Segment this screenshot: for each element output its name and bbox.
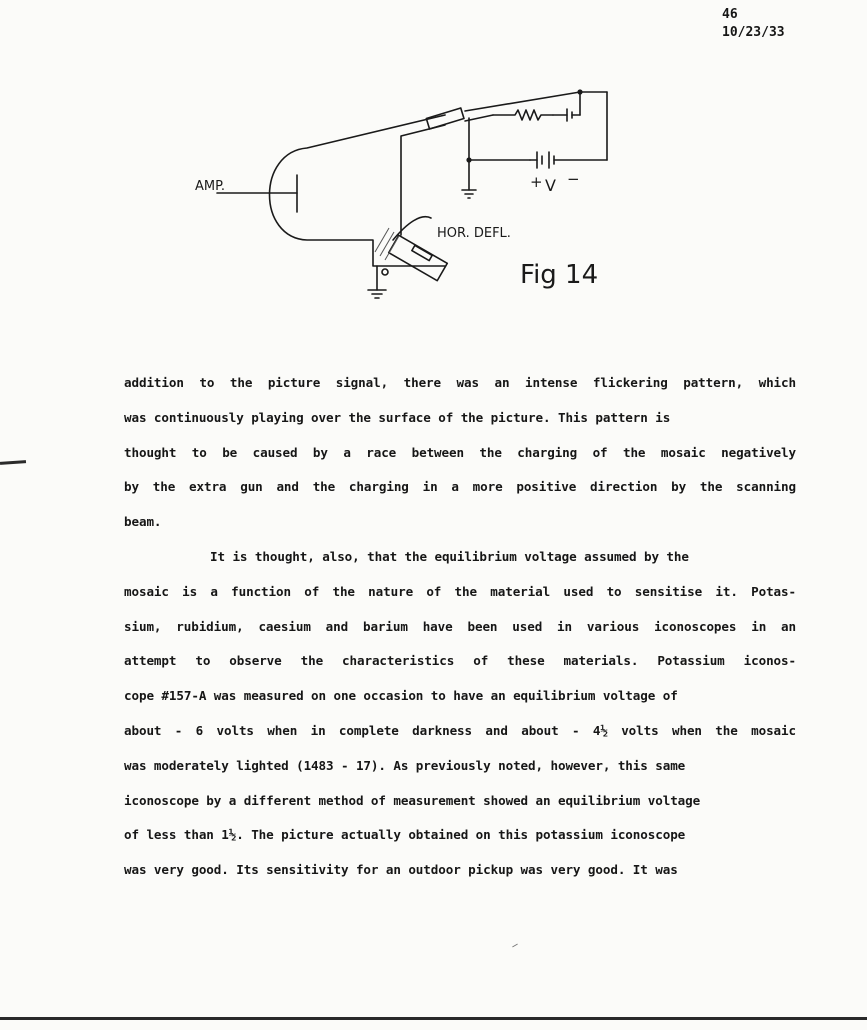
scan-bottom-rule	[0, 1017, 867, 1020]
text-line: iconoscope by a different method of measurement showed an equilibrium voltage	[124, 792, 701, 808]
text-line: about - 6 volts when in complete darkness and about - 4½ volts when the mosaic	[124, 722, 796, 738]
gun-lead-upper	[465, 92, 580, 111]
text-line: of less than 1½. The picture actually obtained on this potassium iconoscope	[124, 827, 686, 843]
text-line: cope #157-A was measured on one occasion to have an equilibrium voltage of	[124, 688, 678, 704]
scan-speck	[512, 944, 518, 948]
text-line: thought to be caused by a race between the charging of the mosaic negatively	[124, 444, 796, 460]
text-line: attempt to observe the characteristics of these materials. Potassium iconos-	[124, 653, 796, 669]
tube-neck-inner	[401, 125, 445, 235]
amp-label: AMP.	[195, 179, 226, 194]
plus-sign: +	[530, 173, 543, 191]
voltage-label: V	[545, 176, 556, 195]
resistor	[493, 110, 553, 120]
text-line: It is thought, also, that the equilibrium voltage assumed by the	[210, 548, 689, 564]
text-line: was moderately lighted (1483 - 17). As previously noted, however, this same	[124, 757, 686, 773]
minus-sign: −	[567, 170, 580, 188]
text-line: was continuously playing over the surface of the picture. This pattern is	[124, 409, 671, 425]
text-line: mosaic is a function of the nature of the material used to sensitise it. Potas-	[124, 583, 796, 599]
text-line: beam.	[124, 514, 162, 530]
figure-14	[175, 80, 625, 310]
tube-envelope	[270, 115, 446, 266]
text-line: was very good. Its sensitivity for an outdoor pickup was very good. It was	[124, 862, 678, 878]
iconoscope-circuit-diagram	[175, 80, 625, 310]
text-line: by the extra gun and the charging in a more positive direction by the scanning	[124, 479, 796, 495]
deflection-coil	[389, 235, 447, 280]
text-line: addition to the picture signal, there was an intense flickering pattern, which	[124, 375, 796, 390]
page-number: 46	[722, 7, 738, 22]
page-date: 10/23/33	[722, 25, 785, 40]
figure-caption: Fig 14	[520, 260, 599, 290]
text-line: sium, rubidium, caesium and barium have been used in various iconoscopes in an	[124, 618, 796, 634]
scan-edge-mark	[0, 460, 26, 465]
body-text	[124, 372, 796, 894]
hor-defl-label: HOR. DEFL.	[437, 226, 511, 241]
